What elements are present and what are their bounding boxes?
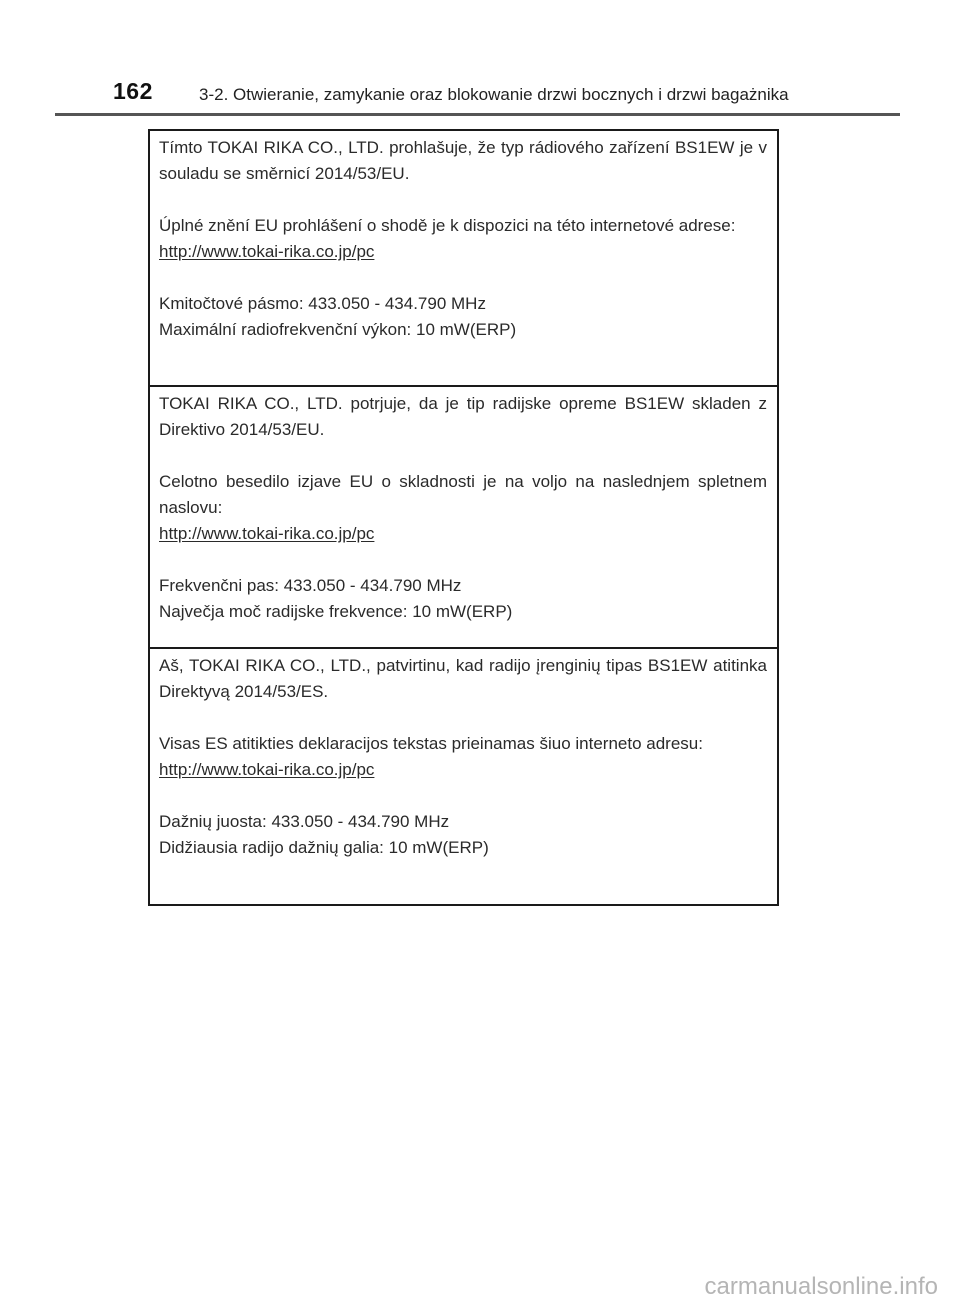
declaration-text: TOKAI RIKA CO., LTD. potrjuje, da je tip radijske opreme BS1EW skladen z Direktivo 2014/53/EU.: [159, 394, 767, 439]
declaration-text: Aš, TOKAI RIKA CO., LTD., patvirtinu, kad radijo įrenginių tipas BS1EW atitinka Direktyvą 2014/53/ES.: [159, 656, 767, 701]
declaration-url-link[interactable]: http://www.tokai-rika.co.jp/pc: [159, 760, 375, 779]
declaration-section-czech: [150, 131, 777, 385]
max-power: Maximální radiofrekvenční výkon: 10 mW(ERP): [159, 320, 517, 339]
frequency-band: Frekvenčni pas: 433.050 - 434.790 MHz: [159, 576, 462, 595]
header-rule: [55, 113, 900, 116]
declaration-box: [148, 129, 779, 906]
declaration-section-slovenian: [150, 385, 777, 647]
declaration-url-link[interactable]: http://www.tokai-rika.co.jp/pc: [159, 524, 375, 543]
full-text-note: Visas ES atitikties deklaracijos tekstas prieinamas šiuo interneto adresu:: [159, 734, 703, 753]
watermark-text: carmanualsonline.info: [704, 1273, 938, 1300]
declaration-text: Tímto TOKAI RIKA CO., LTD. prohlašuje, že typ rádiového zařízení BS1EW je v souladu se směrnicí 2014/53/EU.: [159, 138, 767, 183]
full-text-note: Úplné znění EU prohlášení o shodě je k dispozici na této internetové adrese:: [159, 216, 736, 235]
frequency-band: Dažnių juosta: 433.050 - 434.790 MHz: [159, 812, 450, 831]
max-power: Didžiausia radijo dažnių galia: 10 mW(ERP): [159, 838, 489, 857]
full-text-note: Celotno besedilo izjave EU o skladnosti je na voljo na naslednjem spletnem naslovu:: [159, 472, 767, 517]
max-power: Največja moč radijske frekvence: 10 mW(ERP): [159, 602, 513, 621]
page-number: 162: [113, 78, 153, 104]
frequency-band: Kmitočtové pásmo: 433.050 - 434.790 MHz: [159, 294, 486, 313]
declaration-section-lithuanian: [150, 647, 777, 904]
declaration-url-link[interactable]: http://www.tokai-rika.co.jp/pc: [159, 242, 375, 261]
section-title: 3-2. Otwieranie, zamykanie oraz blokowanie drzwi bocznych i drzwi bagażnika: [199, 85, 789, 104]
